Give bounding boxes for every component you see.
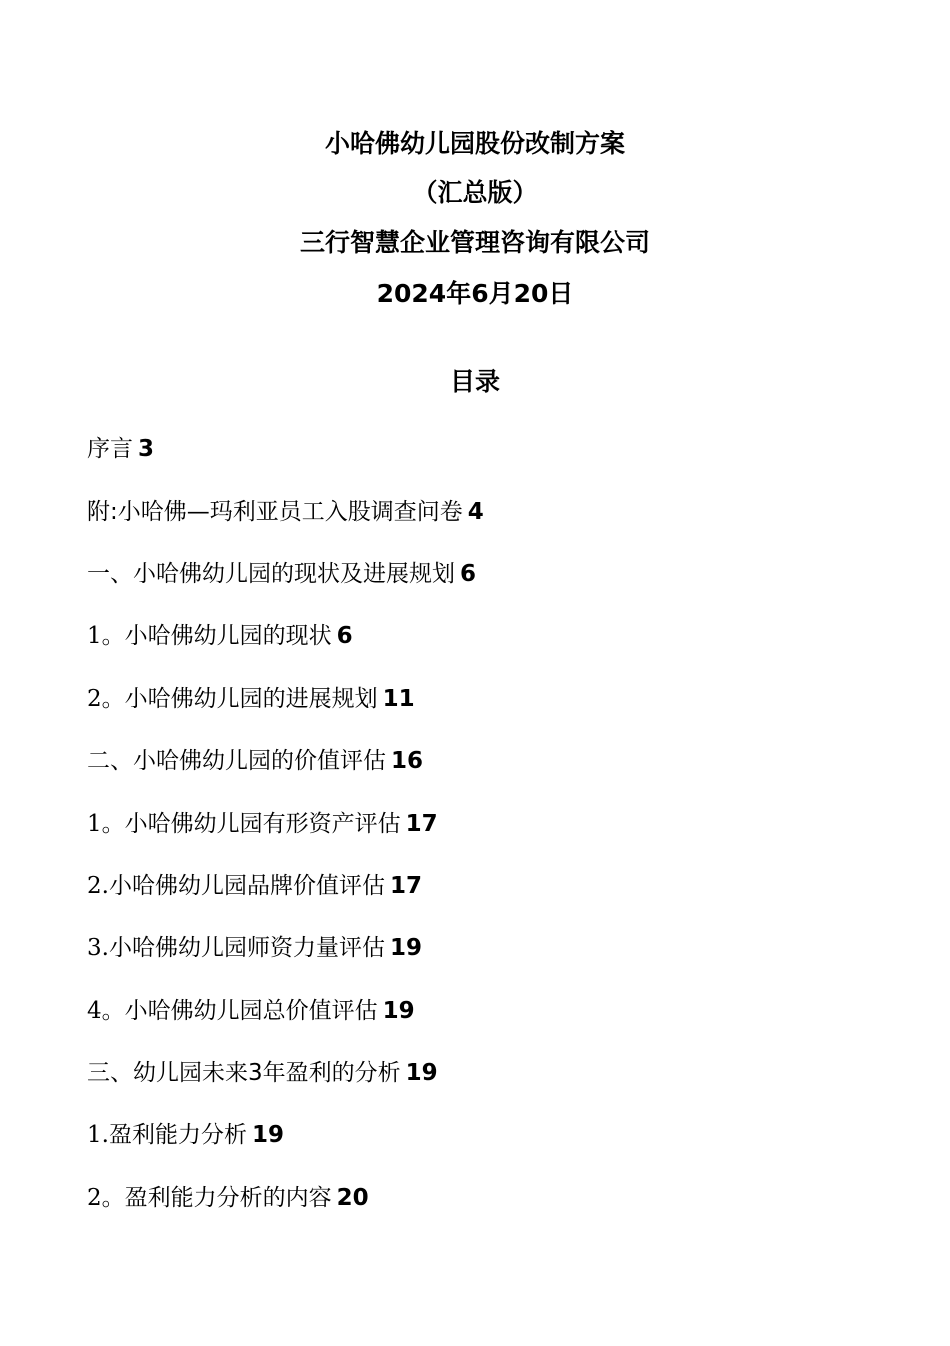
toc-item[interactable] — [87, 480, 907, 542]
toc-item-title: 2。小哈佛幼儿园的进展规划 — [87, 685, 378, 712]
toc-item[interactable] — [87, 1104, 907, 1166]
toc-item-title: 一、小哈佛幼儿园的现状及进展规划 — [87, 560, 455, 587]
toc-item-title: 1。小哈佛幼儿园的现状 — [87, 623, 332, 650]
document-title: 小哈佛幼儿园股份改制方案 — [324, 129, 625, 158]
toc-item[interactable] — [87, 668, 907, 730]
toc-item-page: 19 — [405, 1060, 438, 1087]
toc-item[interactable] — [87, 792, 907, 854]
toc-item-title: 3.小哈佛幼儿园师资力量评估 — [87, 935, 385, 962]
toc-item-page: 6 — [336, 623, 353, 650]
toc-item-page: 16 — [391, 748, 424, 775]
toc-heading: 目录 — [449, 367, 500, 396]
toc-item[interactable] — [87, 917, 907, 979]
toc-item[interactable] — [87, 418, 907, 480]
toc-item-page: 11 — [382, 685, 415, 712]
document-subtitle: （汇总版） — [412, 178, 538, 207]
toc-item-title: 1.盈利能力分析 — [87, 1122, 247, 1149]
toc-item-title: 4。小哈佛幼儿园总价值评估 — [87, 997, 378, 1024]
toc-item[interactable] — [87, 980, 907, 1042]
toc-item[interactable] — [87, 605, 907, 667]
document-date: 2024年6月20日 — [376, 279, 574, 308]
toc-item-page: 19 — [382, 997, 415, 1024]
table-of-contents — [87, 418, 907, 1229]
toc-item-title: 三、幼儿园未来3年盈利的分析 — [87, 1060, 401, 1087]
toc-item-title: 2.小哈佛幼儿园品牌价值评估 — [87, 872, 385, 899]
company-name: 三行智慧企业管理咨询有限公司 — [299, 228, 650, 257]
toc-item-page: 4 — [467, 498, 484, 525]
toc-item-page: 19 — [389, 935, 422, 962]
toc-item[interactable] — [87, 855, 907, 917]
toc-item-page: 20 — [336, 1184, 369, 1211]
toc-item-title: 二、小哈佛幼儿园的价值评估 — [87, 748, 386, 775]
toc-item-title: 1。小哈佛幼儿园有形资产评估 — [87, 810, 401, 837]
toc-item-page: 17 — [405, 810, 438, 837]
toc-item[interactable] — [87, 1167, 907, 1229]
toc-item[interactable] — [87, 543, 907, 605]
toc-item-title: 2。盈利能力分析的内容 — [87, 1184, 332, 1211]
toc-item-page: 19 — [251, 1122, 284, 1149]
toc-item[interactable] — [87, 1042, 907, 1104]
toc-item-page: 17 — [389, 872, 422, 899]
toc-item-page: 3 — [138, 436, 155, 463]
toc-item-title: 附:小哈佛—玛利亚员工入股调查问卷 — [87, 498, 463, 525]
toc-item[interactable] — [87, 730, 907, 792]
toc-item-title: 序言 — [87, 436, 133, 463]
toc-item-page: 6 — [460, 560, 477, 587]
